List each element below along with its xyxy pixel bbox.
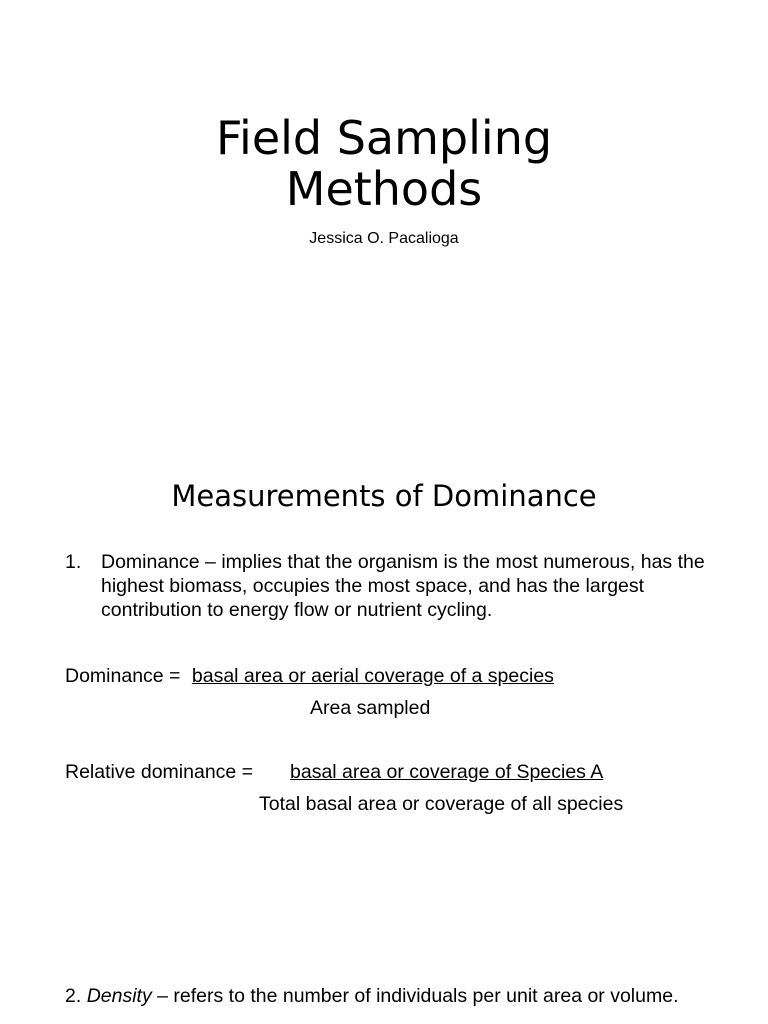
dominance-formula-numerator-row: [65, 664, 554, 688]
list-item-dominance: [65, 550, 715, 622]
dominance-formula-numerator: basal area or aerial coverage of a species: [191, 665, 554, 687]
dominance-formula-label: Dominance =: [65, 665, 181, 687]
dominance-formula-denominator: Area sampled: [310, 697, 431, 719]
title-line-2: Methods: [285, 162, 483, 216]
density-term: Density: [86, 985, 152, 1007]
section-heading: Measurements of Dominance: [171, 479, 597, 513]
author-name: Jessica O. Pacalioga: [309, 230, 459, 247]
relative-dominance-label: Relative dominance =: [65, 761, 254, 783]
title-line-1: Field Sampling: [215, 111, 553, 165]
density-definition: [29, 984, 715, 1008]
relative-dominance-numerator: basal area or coverage of Species A: [290, 761, 604, 783]
presentation-title: [0, 113, 768, 215]
title-slide: [0, 0, 768, 440]
content-slide: [0, 440, 768, 1024]
dominance-definition: Dominance – implies that the organism is the most numerous, has the highest biomass, occupies the most space, and has the largest contribution to energy flow or nutrient cycling.: [101, 551, 705, 621]
relative-dominance-denominator: Total basal area or coverage of all species: [259, 793, 624, 815]
list-number: 1.: [65, 551, 82, 573]
list-item-density: [65, 984, 715, 1008]
density-text: – refers to the number of individuals per unit area or volume.: [151, 985, 679, 1007]
list-number: 2.: [65, 985, 82, 1007]
